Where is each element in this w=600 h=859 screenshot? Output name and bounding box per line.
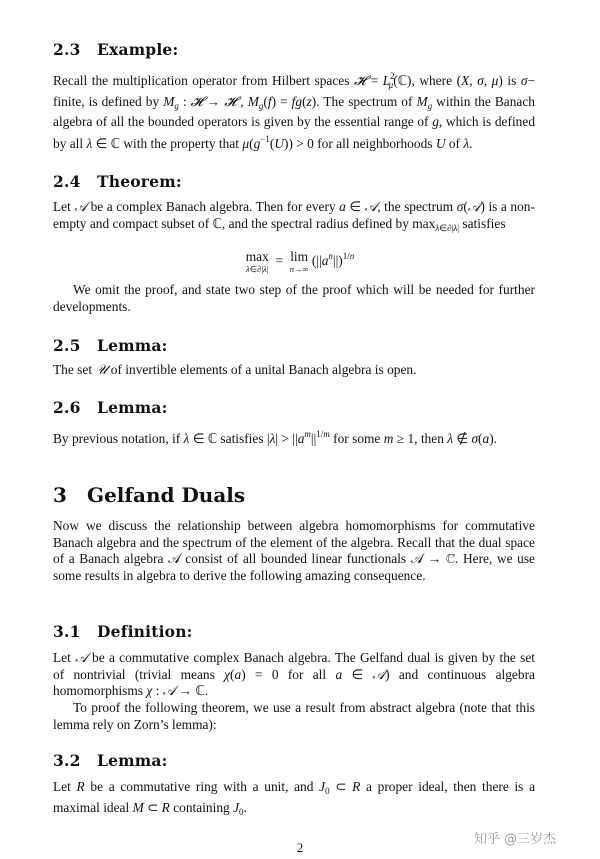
section-3-1-heading bbox=[53, 622, 193, 641]
section-title: Example: bbox=[97, 40, 179, 59]
zorn-note-paragraph: To proof the following theorem, we use a result from abstract algebra (note that this lemma rely on Zorn’s lemma): bbox=[53, 700, 535, 732]
section-2-6-heading bbox=[53, 398, 168, 417]
section-number: 2.3 bbox=[53, 40, 81, 59]
lemma-2-5-paragraph: The set 𝒰 of invertible elements of a unital Banach algebra is open. bbox=[53, 362, 417, 377]
theorem-paragraph: Let 𝒜 be a complex Banach algebra. Then for every a ∈ 𝒜, the spectrum σ(𝒜) is a non-empty and compact subset of ℂ, and the spectral radius defined by $\max_{\lambda\in\partial|\lambda|}$ satisfies bbox=[53, 199, 535, 233]
section-title: Lemma: bbox=[97, 336, 168, 355]
zhihu-watermark: 知乎 @三岁杰 bbox=[474, 832, 557, 847]
lemma-3-2-paragraph: Let R be a commutative ring with a unit, and $J_0$ ⊂ R a proper ideal, then there is a maximal ideal M ⊂ R containing $J_0$. bbox=[53, 779, 536, 817]
section-title: Lemma: bbox=[97, 398, 168, 417]
section-number: 3.2 bbox=[53, 751, 81, 770]
section-number: 2.5 bbox=[53, 336, 81, 355]
section-number: 3 bbox=[53, 483, 67, 507]
section-2-4-heading bbox=[53, 172, 182, 191]
section-2-5-heading bbox=[53, 336, 168, 355]
example-paragraph: Recall the multiplication operator from Hilbert spaces 𝓗 = $L^2_\mu(ℂ)$, where (X, σ, μ) is σ− finite, is defined by $M_g$ : 𝓗 → 𝓗 , $M_g(f) = fg(z)$. The spectrum of $M_g$ within the Banach algebra of all the bounded operators is given by the essential range of g, which is defined by all λ ∈ ℂ with the property that $\mu(g^{-1}(U)) > 0$ for all neighborhoods U of λ. bbox=[53, 71, 536, 151]
section-2-3-heading bbox=[53, 40, 178, 59]
page-number: 2 bbox=[296, 840, 304, 855]
lemma-2-6-paragraph: By previous notation, if λ ∈ ℂ satisfies $|\lambda| > ||a^m||^{1/m}$ for some m ≥ 1, then λ ∉ σ(a). bbox=[53, 429, 498, 446]
section-title: Lemma: bbox=[97, 751, 168, 770]
section-title: Definition: bbox=[97, 622, 193, 641]
section-3-intro-paragraph: Now we discuss the relationship between algebra homomorphisms for commutative Banach algebra and the spectrum of the element of the algebra. Recall that the dual space of a Banach algebra 𝒜 consist of all bounded linear functionals 𝒜 → ℂ. Here, we use some results in algebra to derive the following amazing consequence. bbox=[53, 518, 535, 583]
proof-note-paragraph: We omit the proof, and state two step of the proof which will be needed for further developments. bbox=[53, 282, 535, 314]
section-number: 3.1 bbox=[53, 622, 81, 641]
section-title: Gelfand Duals bbox=[87, 483, 246, 507]
section-number: 2.6 bbox=[53, 398, 81, 417]
section-3-heading bbox=[53, 483, 245, 507]
definition-paragraph: Let 𝒜 be a commutative complex Banach algebra. The Gelfand dual is given by the set of nontrivial (trivial means χ(a) = 0 for all a ∈ 𝒜) and continuous algebra homomorphisms χ : 𝒜 → ℂ. bbox=[53, 650, 535, 699]
spectral-radius-formula: max λ∈∂|λ| = lim n→∞ $(||a^n||)^{1/n}$ bbox=[245, 249, 355, 274]
section-3-2-heading bbox=[53, 751, 168, 770]
section-title: Theorem: bbox=[97, 172, 182, 191]
section-number: 2.4 bbox=[53, 172, 81, 191]
